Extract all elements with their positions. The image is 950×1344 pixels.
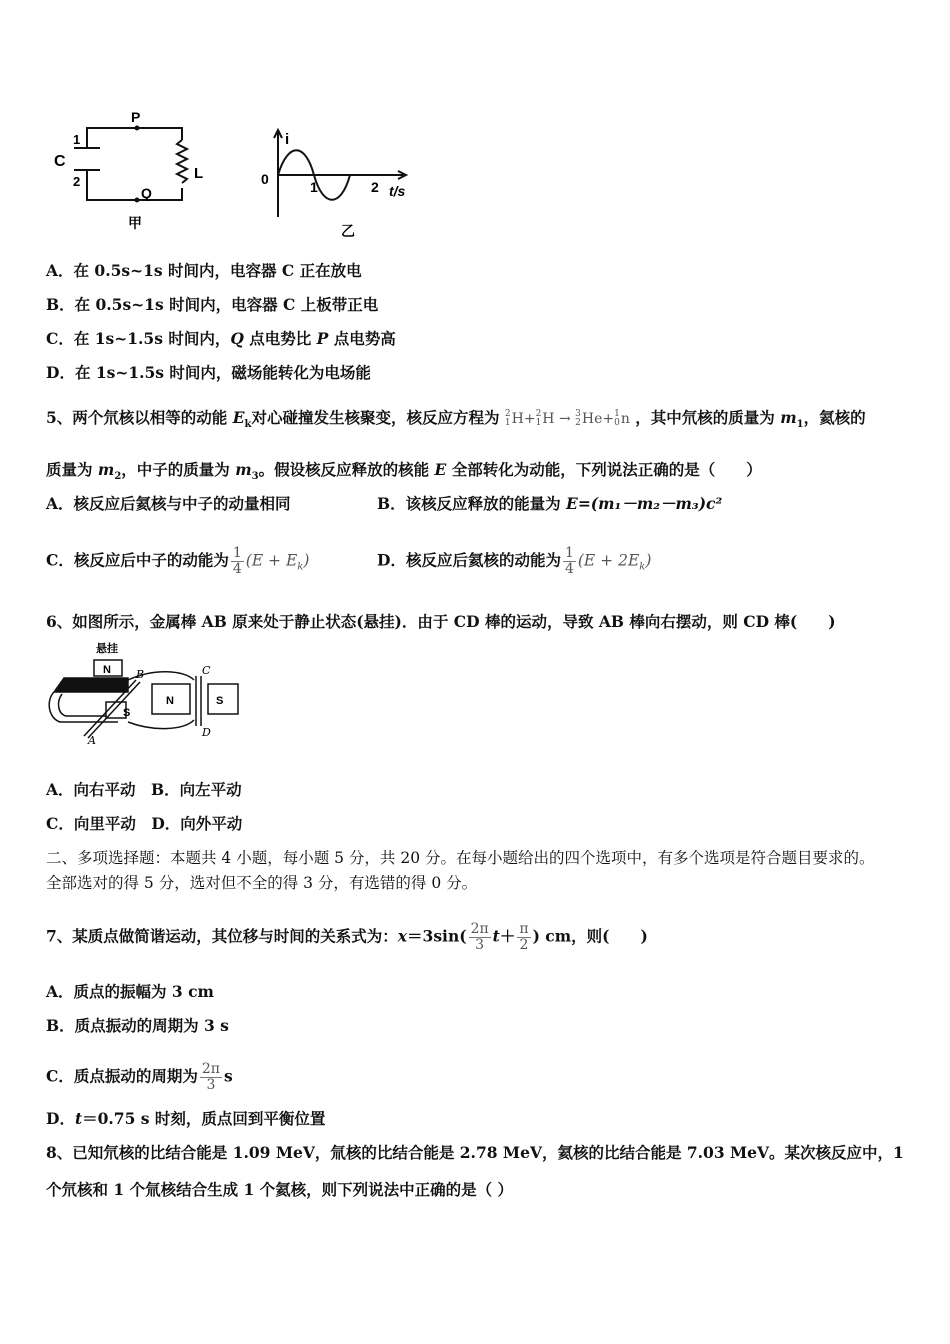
- eq-h1: H: [511, 411, 524, 427]
- q7-eq: ＝3sin(: [407, 926, 467, 946]
- magnet1-s-label: S: [123, 707, 131, 719]
- tick-2-label: 2: [371, 179, 379, 195]
- hang-label: 悬挂: [96, 642, 118, 655]
- nuclear-equation: [505, 409, 630, 429]
- tick-1-label: 1: [310, 179, 318, 195]
- q4c-q: Q: [230, 329, 244, 348]
- current-time-graph: [255, 122, 425, 242]
- q5-option-d-pre: D．核反应后氦核的动能为: [377, 550, 561, 570]
- eq-n-z: 0: [614, 418, 620, 428]
- q5-ek-sub: k: [244, 419, 252, 431]
- q4-option-d: D．在 1s~1.5s 时间内，磁场能转化为电场能: [46, 363, 371, 382]
- eq-he-z: 2: [575, 418, 581, 428]
- q5-option-c: [46, 546, 309, 578]
- q4c-p: P: [316, 329, 329, 348]
- q5c-fraction: [231, 546, 244, 577]
- q5c-tail: (E + E: [245, 551, 298, 570]
- q5c-close-paren: ): [303, 551, 310, 570]
- eq-n: n: [620, 411, 630, 427]
- q5c-num: 1: [232, 545, 242, 561]
- magnet1-n-label: N: [103, 664, 111, 676]
- point-a-label: A: [88, 734, 96, 747]
- point-p-label: P: [131, 109, 141, 125]
- q5-option-b-formula: E=(m₁－m₂－m₃)c²: [566, 494, 723, 513]
- eq-plus1: +: [523, 411, 536, 427]
- q5-m1-sub: 1: [796, 419, 804, 431]
- q7-option-d-rest: ＝0.75 s 时刻，质点回到平衡位置: [82, 1109, 326, 1128]
- point-d-label: D: [202, 726, 211, 739]
- q8-stem-line2: 个氘核和 1 个氚核结合生成 1 个氦核，则下列说法中正确的是（ ）: [46, 1180, 514, 1199]
- q7-stem: [46, 922, 648, 953]
- q4c-end: 点电势高: [328, 329, 396, 348]
- q5-option-a: A．核反应后氦核与中子的动量相同: [46, 494, 291, 513]
- q7-fraction1: [469, 922, 491, 953]
- q5-option-c-pre: C．核反应后中子的动能为: [46, 550, 229, 570]
- q5-e: E: [434, 460, 447, 479]
- q6-options-ab: A．向右平动 B．向左平动: [46, 780, 242, 799]
- q7-option-d-pre: D．: [46, 1109, 75, 1128]
- q5d-fraction: [563, 546, 576, 577]
- eq-arrow: →: [558, 411, 571, 427]
- point-b-label: B: [136, 668, 145, 681]
- q4-option-c-prefix: C．在 1s~1.5s 时间内，: [46, 329, 231, 348]
- inductor-coil: [177, 140, 187, 183]
- q5d-sub: k: [639, 561, 646, 573]
- eq-he: He: [581, 411, 603, 427]
- q5d-num: 1: [564, 545, 574, 561]
- q5-mid: 对心碰撞发生核聚变，核反应方程为: [251, 408, 500, 427]
- capacitor-label: C: [54, 153, 66, 170]
- figure-jia-caption: 甲: [128, 215, 142, 231]
- q5-after2: ，氦核的: [803, 408, 866, 427]
- point-q-label: Q: [141, 185, 152, 201]
- q7c-num: 2π: [201, 1061, 220, 1077]
- q7-option-c-pre: C．质点振动的周期为: [46, 1066, 198, 1086]
- y-axis-label: i: [285, 131, 290, 148]
- q5-line2-c: 。假设核反应释放的核能: [258, 460, 435, 479]
- origin-label: 0: [261, 171, 269, 187]
- q5-prefix: 5、两个氘核以相等的动能: [46, 408, 233, 427]
- q5-after: ，其中氘核的质量为: [635, 408, 781, 427]
- q5-line2-a: 质量为: [46, 460, 98, 479]
- eq-n-a: 1: [614, 409, 620, 419]
- q7c-fraction: [200, 1062, 222, 1093]
- eq-h2-a: 2: [535, 409, 542, 419]
- q7-option-b: B．质点振动的周期为 3 s: [46, 1016, 229, 1035]
- plate-1-label: 1: [73, 132, 81, 147]
- eq-h2-z: 1: [535, 418, 542, 428]
- q7-option-d: [46, 1109, 325, 1129]
- plate-2-label: 2: [73, 174, 81, 189]
- q5-stem-line2: [46, 460, 762, 487]
- q7c-den: 3: [206, 1077, 216, 1093]
- q7-x: x: [397, 926, 408, 946]
- inductor-label: L: [194, 165, 204, 182]
- q5d-close-paren: ): [645, 551, 652, 570]
- magnet2-n-label: N: [166, 695, 174, 707]
- q7-f1-den: 3: [475, 937, 485, 953]
- q7-option-c: [46, 1062, 233, 1093]
- q7-fraction2: [517, 922, 530, 953]
- q5-stem-line1: [46, 408, 866, 435]
- q5c-sub: k: [297, 561, 304, 573]
- q7-t: t: [492, 926, 500, 946]
- eq-he-a: 3: [575, 409, 581, 419]
- x-axis-label: t/s: [389, 183, 406, 199]
- point-c-label: C: [202, 664, 211, 677]
- q6-options-cd: C．向里平动 D．向外平动: [46, 814, 243, 833]
- lc-circuit-figure: [40, 108, 220, 238]
- q5c-den: 4: [232, 561, 242, 577]
- q5-option-d: [377, 546, 651, 578]
- eq-h2: H: [542, 411, 555, 427]
- q4c-mid: 点电势比: [243, 329, 317, 348]
- q7-f2-num: π: [519, 921, 529, 937]
- q5-m3: m: [235, 460, 252, 479]
- q5d-tail: (E + 2E: [577, 551, 640, 570]
- q5-option-b-pre: B．该核反应释放的能量为: [377, 494, 566, 513]
- q5-ek: E: [232, 408, 245, 427]
- q6-stem: 6、如图所示，金属棒 AB 原来处于静止状态(悬挂)．由于 CD 棒的运动，导致 AB 棒向右摆动，则 CD 棒( ): [46, 612, 836, 631]
- q5-m2-sub: 2: [114, 471, 122, 483]
- magnet2-s-label: S: [216, 695, 224, 707]
- q7-f2-den: 2: [519, 937, 529, 953]
- q7d-t: t: [74, 1109, 83, 1128]
- q5d-den: 4: [564, 561, 574, 577]
- q7-f1-num: 2π: [470, 921, 489, 937]
- q7-post: ) cm，则( ): [532, 926, 648, 946]
- q4-option-c: [46, 329, 396, 349]
- q7-option-a: A．质点的振幅为 3 cm: [46, 982, 214, 1001]
- q8-stem-line1: 8、已知氘核的比结合能是 1.09 MeV，氚核的比结合能是 2.78 MeV，氦核的比结合能是 7.03 MeV。某次核反应中，1: [46, 1143, 904, 1162]
- q5-m2: m: [97, 460, 115, 479]
- q5-m1: m: [780, 408, 797, 427]
- q4-option-b: B．在 0.5s~1s 时间内，电容器 C 上板带正电: [46, 295, 379, 314]
- figure-yi-caption: 乙: [341, 223, 355, 239]
- eq-plus2: +: [602, 411, 615, 427]
- q4-option-a: A．在 0.5s~1s 时间内，电容器 C 正在放电: [46, 261, 362, 280]
- magnet-rods-figure: [44, 640, 244, 750]
- section2-line1: 二、多项选择题：本题共 4 小题，每小题 5 分，共 20 分。在每小题给出的四个选项中，有多个选项是符合题目要求的。: [46, 849, 875, 867]
- q5-line2-b: ，中子的质量为: [121, 460, 236, 479]
- eq-h1-z: 1: [504, 418, 511, 428]
- q5-line2-d: 全部转化为动能，下列说法正确的是（ ）: [446, 460, 762, 479]
- q7-pre: 7、某质点做简谐运动，其位移与时间的关系式为：: [46, 926, 398, 946]
- eq-h1-a: 2: [504, 409, 511, 419]
- q5-option-b: [377, 494, 722, 514]
- q5-m3-sub: 3: [251, 471, 259, 483]
- q7-plus: ＋: [499, 926, 516, 946]
- section2-line2: 全部选对的得 5 分，选对但不全的得 3 分，有选错的得 0 分。: [46, 874, 478, 892]
- q7c-unit: s: [223, 1066, 233, 1086]
